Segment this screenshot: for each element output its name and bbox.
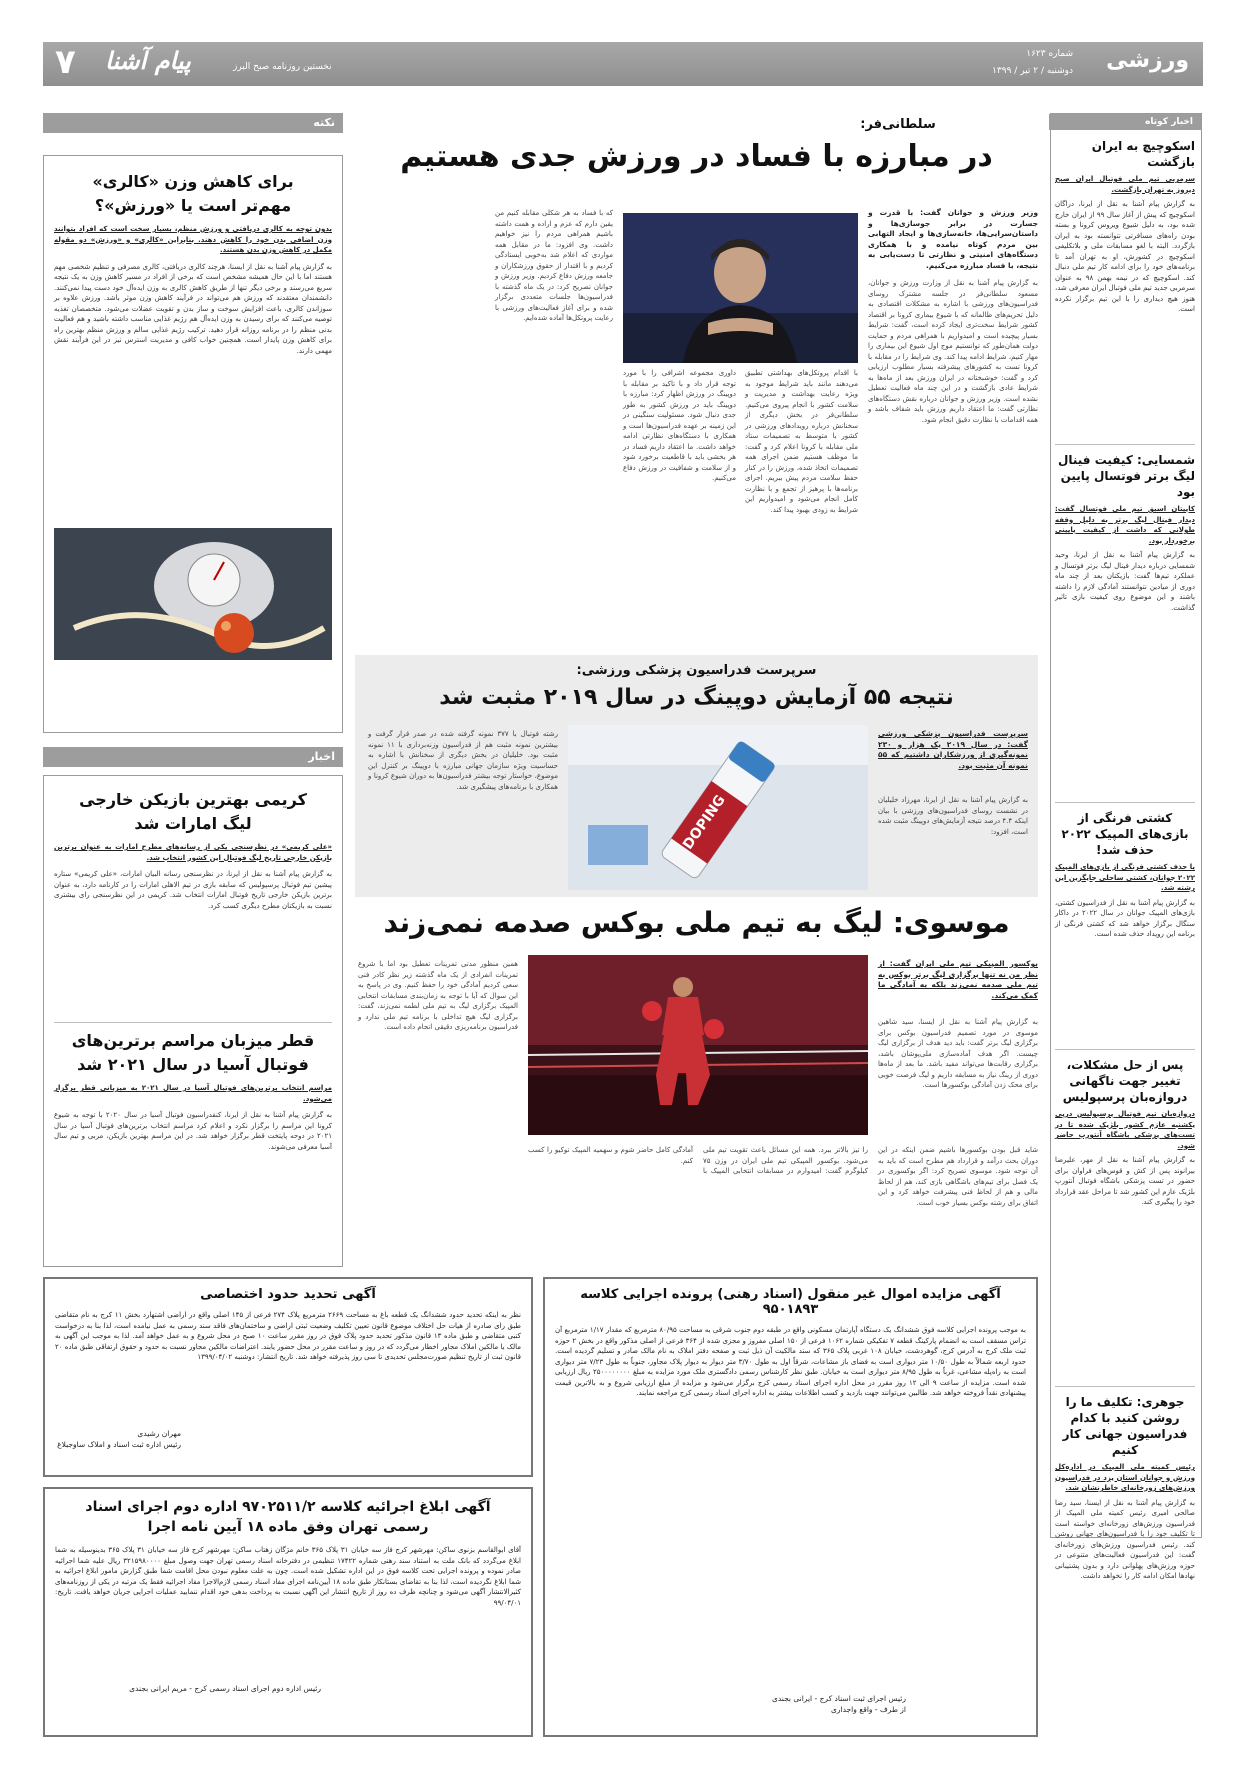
- sidebar-item-title: شمسایی: کیفیت فینال لیگ برتر فوتسال پایین بود: [1057, 453, 1195, 499]
- execution-ad-body: آقای ابوالقاسم بزنوی ساکن: مهرشهر کرج فاز سه خیابان ۳۱ پلاک ۳۶۵ خانم مژگان زهتاب ساکن: مهرشهر کرج فاز سه خیابان ۳۱ پلاک ۳۶۵ بدینوسیله به شما ابلاغ می‌گردد که بانک ملت به استناد سند رهنی شماره ۱۷۴۲۲ تنظیمی در دفترخانه اسناد رسمی تهران جهت وصول مبلغ ۳۲۱۵۹۸۰۰۰۰ ریال علیه شما اجرائیه صادر نموده و پرونده اجرایی تحت کلاسه فوق در این اداره تشکیل شده است. چون به علت معلوم نبودن محل اقامت شما طبق گزارش مامور ابلاغ اجرائیه به شما ابلاغ نگردیده است، لذا بنا به تقاضای بستانکار طبق ماده ۱۸ آیین‌نامه اجرای مفاد اسناد رسمی لازم‌الاجرا مفاد اجرائیه فقط یک مرتبه در یکی از روزنامه‌های کثیرالانتشار آگهی می‌شود و چنانچه ظرف ده روز از تاریخ انتشار این آگهی نسبت به پرداخت بدهی خود اقدام ننمایید عملیات اجرایی جریان خواهد یافت. تاریخ: ۹۹/۰۴/۰۱: [55, 1546, 521, 1607]
- execution-ad: [43, 1487, 533, 1737]
- svg-text:DOPING: DOPING: [680, 792, 729, 853]
- sidebar-item-lede: دروازه‌بان تیم فوتبال پرسپولیس درپی یکشنبه عازم کشور بلژیک شده تا در تست‌های پزشکی باشگاه آنتورپ حاضر شود.: [1055, 1110, 1195, 1150]
- boundaries-ad-signature-2: رئیس اداره ثبت اسناد و املاک ساوجبلاغ: [57, 1440, 181, 1449]
- sidebar-item-wrestling: [1055, 810, 1195, 1040]
- note-photo: [54, 528, 332, 660]
- news-lede: «علی کریمی» در نظرسنجی یکی از رسانه‌های مطرح امارات به عنوان برترین بازیکن خارجی تاریخ لیگ فوتبال این کشور انتخاب شد.: [54, 843, 332, 862]
- sidebar-item-title: پس از حل مشکلات، تغییر جهت ناگهانی دروازه‌بان پرسپولیس: [1062, 1058, 1188, 1104]
- news-headline: قطر میزبان مراسم برترین‌های فوتبال آسیا در سال ۲۰۲۱ شد: [71, 1031, 315, 1074]
- doping-story-lede: سرپرست فدراسیون پزشکی ورزشی گفت: در سال ۲۰۱۹ یک هزار و ۲۳۰ نمونه‌گیری از ورزشکاران داشتیم که ۵۵ نمونه آن مثبت بود.: [878, 729, 1028, 770]
- note-body: به گزارش پیام آشنا به نقل از ایسنا، هرچند کالری دریافتی، کالری مصرفی و تنظیم شخصی مهم هستند اما با این حال همیشه مشخص است که برخی از افراد در مسیر کاهش وزن به یک نتیجه سریع می‌رسند و برخی دیگر تنها از طریق کاهش کالری به وزن ایده‌آل خود دست پیدا نمی‌کنند. دانشمندان معتقدند که ورزش هم می‌تواند در فرآیند کاهش وزن موثر باشد. ورزش علاوه بر سوزاندن کالری، باعث افزایش سوخت و ساز بدن و تقویت عضلات می‌شود. متخصصان تغذیه توصیه می‌کنند که برای رسیدن به وزن ایده‌آل هم رژیم غذایی مناسب داشته باشید و هم فعالیت بدنی منظم را در برنامه روزانه قرار دهید. ترکیب رژیم غذایی سالم و ورزش منظم بهترین راه برای کاهش وزن پایدار است. همچنین خواب کافی و مدیریت استرس نیز در این فرآیند نقش مهمی دارند.: [54, 262, 332, 355]
- sidebar-item-title: کشتی فرنگی از بازی‌های المپیک ۲۰۲۲ حذف شد!: [1061, 811, 1189, 857]
- main-story-photo: [623, 213, 858, 363]
- boundaries-ad-signature-1: مهران رشیدی: [137, 1429, 181, 1438]
- boxing-story-col3: شاید قبل بودن بوکسورها باشیم ضمن اینکه در این دوران بحث درآمد و قرارداد هم مطرح است که باید به آن توجه شود. موسوی تصریح کرد: اگر بوکسوری در یک فصل برای تیم‌های باشگاهی بازی کند، هم از لحاظ مالی و هم از لحاظ فنی پیشرفت خواهد کرد و این اتفاق برای رشته بوکس بسیار خوب است.: [878, 1146, 1038, 1207]
- main-story-col1: به گزارش پیام آشنا به نقل از وزارت ورزش و جوانان، مسعود سلطانی‌فر در جلسه مشترک روسای فدراسیون‌های ورزشی با اشاره به مشکلات اقتصادی به دلیل تحریم‌های ظالمانه که با شیوع بیماری کرونا بر اقتصاد کشور شرایط سخت‌تری ایجاد کرده است، گفت: شرایط بسیار پیچیده است و امیدواریم با همراهی مردم و حمایت دولت همان‌طور که توانستیم موج اول شیوع این بیماری را مهار کنیم، شرایط ادامه پیدا کند. وی شرایط را در مقابله با کرونا تست به کشورهای پیشرفته بسیار مطلوب ارزیابی کرد و گفت: خوشبختانه در ایران ورزش بعد از ماه‌ها به شرایط عادی بازگشت و در این چند ماه فعالیت تعطیل نشده است. وزیر ورزش و جوانان درباره نقش دستگاه‌های نظارتی گفت: ما اعتقاد داریم ورزش باید شفاف باشد و همه اقدامات با نظارت دقیق انجام شود.: [868, 279, 1038, 424]
- doping-story-col2: رشته فوتبال با ۳۷۷ نمونه گرفته شده در صدر قرار گرفت و بیشترین نمونه مثبت هم از فدراسیون وزنه‌برداری با ۱۱ نمونه مثبت بود. خلیلیان در بخش دیگری از سخنانش با اشاره به حساسیت ویژه سازمان جهانی مبارزه با دوپینگ بر کنترل این موضوع، خواستار توجه بیشتر فدراسیون‌ها به دوران شیوع کرونا و همکاری با برنامه‌های پیشگیری شد.: [368, 730, 558, 791]
- boxer-photo-icon: [528, 955, 868, 1135]
- news-box: [43, 747, 343, 1267]
- auction-ad-body: به موجب پرونده اجرایی کلاسه فوق ششدانگ یک دستگاه آپارتمان مسکونی واقع در طبقه دوم جنوب شرقی به مساحت ۸۰/۹۵ مترمربع که مقدار ۱/۱۷ مترمربع آن تراس مسقف است به انضمام پارکینگ قطعه ۷ تفکیکی شماره ۱۰۶۲ فرعی از ۱۵۰ اصلی مفروز و مجزی شده از ۳۶۴ فرعی از اصلی مذکور واقع در بخش ۲ حوزه ثبت ملک کرج به آدرس کرج، گوهردشت، خیابان ۱۰۸ غربی پلاک ۳۶۵ که سند مالکیت آن ذیل ثبت و صفحه دفتر املاک به نام مالک صادر و تسلیم گردیده است. حدود اربعه شمالاً به طول ۱۰/۵۰ متر دیواری است به فضای باز مشاعات، شرقاً اول به طول ۳/۷۰ متر دیوار به دیوار پلاک مجاور، جنوباً به طول ۷/۲۳ متر دیواری است به راه‌پله مشاعی، غرباً به طول ۸/۹۵ متر دیواری است به خیابان. طبق نظر کارشناس رسمی دادگستری ملک مورد مزایده به مبلغ ۲۵۰۰۰۰۰۰۰۰ ریال ارزیابی شده است. مزایده از ساعت ۹ الی ۱۲ روز مقرر در محل اداره اجرای اسناد رسمی کرج برگزار می‌شود و مزایده از مبلغ ارزیابی شروع و به بالاترین قیمت پیشنهادی نقداً فروخته خواهد شد. طالبین می‌توانند جهت بازدید و کسب اطلاعات بیشتر به اداره اجرای اسناد رسمی کرج مراجعه نمایند.: [555, 1326, 1027, 1397]
- boxing-story-col4: را تیز بالاتر ببرد. همه این مسائل باعث تقویت تیم ملی می‌شود. بوکسور المپیکی تیم ملی ایران در وزن ۷۵ کیلوگرم گفت: امیدوارم در مسابقات انتخابی المپیک با آمادگی کامل حاضر شوم و سهمیه المپیک توکیو را کسب کنم.: [528, 1146, 868, 1175]
- news-body: به گزارش پیام آشنا به نقل از ایرنا، کنفدراسیون فوتبال آسیا در سال ۲۰۲۰ با توجه به شیوع کرونا این مراسم را برگزار نکرد و اعلام کرد مراسم انتخاب برترین‌های فوتبال آسیا در سال ۲۰۲۱ در دوحه پایتخت قطر برگزار خواهد شد. در این مراسم بهترین بازیکن، مربی و تیم سال آسیا معرفی می‌شوند.: [54, 1111, 332, 1151]
- sidebar-item-title: اسکوچیچ به ایران بازگشت: [1091, 139, 1195, 169]
- newspaper-logo: پیام آشنا: [105, 46, 191, 75]
- news-lede: مراسم انتخاب برترین‌های فوتبال آسیا در سال ۲۰۲۱ به میزبانی قطر برگزار می‌شود.: [54, 1084, 332, 1103]
- minister-photo-icon: [623, 213, 858, 363]
- main-story-kicker: سلطانی‌فر:: [860, 117, 936, 132]
- auction-ad: [543, 1277, 1038, 1737]
- sidebar-item-body: به گزارش پیام آشنا به نقل از ایرنا، دراگان اسکوچیچ که پیش از آغاز سال ۹۹ از ایران خارج شده بود، به دلیل شیوع ویروس کرونا و بسته بودن راه‌های مسافرتی نتوانسته بود به ایران بازگردد. البته با لغو مسابقات ملی و بلاتکلیفی اسکوچیچ در کشورش، او به تهران آمد تا برنامه‌های خود را برای ادامه کار تیم ملی دنبال کند. اسکوچیچ که در نیمه بهمن ۹۸ به عنوان سرمربی جدید تیم ملی فوتبال ایران معرفی شد، هنوز هیچ دیداری را با این تیم برگزار نکرده است.: [1055, 200, 1195, 313]
- boundaries-ad-body: نظر به اینکه تحدید حدود ششدانگ یک قطعه باغ به مساحت ۲۶۶۹ مترمربع پلاک ۲۷۴ فرعی از ۱۴۵ اصلی واقع در اراضی اشتهارد بخش ۱۱ کرج به نام متقاضی طبق رای صادره از هیات حل اختلاف موضوع قانون تعیین تکلیف وضعیت ثبتی اراضی و ساختمان‌های فاقد سند رسمی به عمل نیامده است، لذا بنا به درخواست کتبی متقاضی و طبق ماده ۱۳ قانون مذکور تحدید حدود پلاک فوق در روز مقرر ساعت ۱۰ صبح در محل شروع و به عمل خواهد آمد. لذا به موجب این آگهی به مالک یا مالکین املاک مجاور اخطار می‌گردد که در روز و ساعت مقرر در محل حضور یابند. اعتراضات مالکین مجاور نسبت به حدود و حقوق ارتفاقی طبق ماده ۲۰ قانون ثبت از تاریخ تنظیم صورت‌مجلس تحدیدی تا سی روز پذیرفته خواهد شد. تاریخ انتشار: دوشنبه ۱۳۹۹/۰۴/۰۲: [55, 1311, 521, 1361]
- execution-ad-signature: رئیس اداره دوم اجرای اسناد رسمی کرج - مریم ایرانی بجندی: [129, 1684, 321, 1693]
- sidebar-item-skocic: [1055, 138, 1195, 438]
- short-news-label: اخبار کوتاه: [1049, 114, 1201, 130]
- doping-sample-icon: [568, 725, 868, 890]
- news-headline: کریمی بهترین بازیکن خارجی لیگ امارات شد: [79, 790, 307, 833]
- main-story-col3: داوری مجموعه اشرافی را با مورد توجه قرار داد و با تاکید بر مقابله با دوپینگ در ورزش اظهار کرد: مبارزه با دوپینگ باید در ورزش کشور به طور جدی دنبال شود. مسئولیت سنگینی در این زمینه بر عهده فدراسیون‌ها است و همکاری با دستگاه‌های نظارتی ادامه خواهد داشت. ما اعتقاد داریم فساد در هر بخشی باید با قاطعیت برخورد شود و از سلامت و شفافیت در ورزش دفاع می‌کنیم.: [623, 369, 736, 482]
- page-number: ۷: [55, 42, 76, 82]
- doping-photo: [568, 725, 868, 890]
- auction-ad-title: آگهی مزایده اموال غیر منقول (اسناد رهنی) پرونده اجرایی کلاسه ۹۵۰۱۸۹۳: [580, 1287, 1001, 1317]
- boxing-story: [355, 905, 1038, 1265]
- execution-ad-title: آگهی ابلاغ اجرائیه کلاسه ۹۷۰۲۵۱۱/۲ اداره دوم اجرای اسناد رسمی تهران وفق ماده ۱۸ آیین نامه اجرا: [85, 1499, 491, 1535]
- sidebar-item-beiranvand: [1055, 1057, 1195, 1377]
- sidebar-item-body: به گزارش پیام آشنا به نقل از فدراسیون کشتی، بازی‌های المپیک جوانان در سال ۲۰۲۲ در داکار سنگال برگزار خواهد شد که کشتی فرنگی از برنامه این رویداد حذف شده است.: [1055, 898, 1195, 938]
- scale-apple-icon: [54, 528, 332, 660]
- sidebar-item-lede: کاپیتان اسبق تیم ملی فوتسال گفت: دیدار فینال لیگ برتر به دلیل وقفه طولانی که داشت از کیفیت پایینی برخوردار بود.: [1055, 505, 1195, 545]
- news-item-karimi: [54, 788, 332, 1018]
- note-headline: برای کاهش وزن «کالری» مهم‌تر است یا «ورزش»؟: [92, 172, 294, 215]
- sidebar-item-title: جوهری: تکلیف ما را روشن کنید با کدام فدراسیون جهانی کار کنیم: [1062, 1395, 1188, 1457]
- sidebar-item-shamsaei: [1055, 452, 1195, 792]
- boxing-story-col1: به گزارش پیام آشنا به نقل از ایسنا، سید شاهین موسوی در مورد تصمیم فدراسیون بوکس برای برگزاری لیگ برتر گفت: باید دید هدف از برگزاری لیگ چیست. اگر هدف آماده‌سازی ملی‌پوشان باشد، برگزاری رقابت‌ها می‌تواند مفید باشد. ما بعد از ماه‌ها دوری از رینگ نیاز به مسابقه داریم و لیگ فرصت خوبی برای محک زدن آمادگی بوکسورها است.: [878, 1018, 1038, 1089]
- boxing-story-col2: همین منظور مدتی تمرینات تعطیل بود اما با شروع تمرینات انفرادی از یک ماه گذشته زیر نظر کادر فنی سعی کردیم آمادگی خود را حفظ کنیم. وی در پاسخ به این سوال که آیا با توجه به زمان‌بندی مسابقات انتخابی المپیک برگزاری لیگ به تیم ملی لطمه نمی‌زند، گفت: برگزاری لیگ هیچ تداخلی با برنامه تیم ملی ندارد و فدراسیون برنامه‌ریزی دقیقی انجام داده است.: [358, 960, 518, 1031]
- doping-story-col1: به گزارش پیام آشنا به نقل از ایرنا، مهرزاد خلیلیان در نشست روسای فدراسیون‌های ورزشی با بیان اینکه ۴.۴ درصد نتیجه آزمایش‌های دوپینگ مثبت شده است، افزود:: [878, 796, 1028, 836]
- section-title: ورزشی: [1106, 48, 1189, 73]
- news-item-qatar: [54, 1029, 332, 1259]
- issue-number: شماره ۱۶۲۳: [1026, 49, 1073, 59]
- sidebar-item-lede: سرمربی تیم ملی فوتبال ایران صبح دیروز به تهران بازگشت.: [1055, 175, 1195, 194]
- doping-story-headline: نتیجه ۵۵ آزمایش دوپینگ در سال ۲۰۱۹ مثبت شد: [439, 685, 954, 710]
- main-story-col4: که با فساد به هر شکلی مقابله کنیم من یقین دارم که عزم و اراده و همت داشته باشیم همراهی مردم را نیز خواهیم داشت. وی افزود: ما در مقابل همه مواردی که اعلام شد به‌خوبی ایستادگی کردیم و با اقتدار از حقوق ورزشکاران و جامعه ورزش دفاع کردیم. وزیر ورزش و جوانان تصریح کرد: در یک ماه گذشته با فدراسیون‌ها جلسات متعددی برگزار شده و برای آغاز فعالیت‌های ورزشی با رعایت پروتکل‌ها آماده شده‌ایم.: [495, 209, 613, 322]
- main-story-lede: وزیر ورزش و جوانان گفت: با قدرت و جسارت در برابر جوسازی‌ها و داستان‌سرایی‌ها، خانه‌سازی‌ها و ایجاد التهابی بین مردم کوتاه نیامده و با همکاری دستگاه‌های امنیتی و نظارتی تا دست‌یابی به نتیجه، با فساد مبارزه می‌کنیم.: [868, 208, 1038, 270]
- masthead: [43, 42, 1203, 86]
- auction-ad-signature-1: رئیس اجرای ثبت اسناد کرج - ایرانی بجندی: [772, 1694, 906, 1703]
- sidebar-item-body: به گزارش پیام آشنا به نقل از ایرنا، وحید شمسایی درباره دیدار فینال لیگ برتر فوتسال و عملکرد تیم‌ها گفت: بازیکنان بعد از چند ماه دوری از میادین نتوانستند آمادگی لازم را داشته باشند و این موضوع روی کیفیت بازی تاثیر گذاشت.: [1055, 551, 1195, 612]
- boundaries-ad: [43, 1277, 533, 1477]
- doping-story: [355, 655, 1038, 897]
- sidebar-item-lede: رئیس کمیته ملی المپیک در اداره‌کل ورزش و جوانان استان یزد در فدراسیون ورزش‌های زورخانه‌ای خاطرنشان شد.: [1055, 1463, 1195, 1492]
- sidebar-item-johari: [1055, 1394, 1195, 1580]
- note-lede: بدون توجه به کالری دریافتی و ورزش منظم، بسیار سخت است که افراد بتوانند وزن اضافی بدن خود را کاهش دهند. بنابراین «کالری» و «ورزش» دو مقوله مکمل در کاهش وزن بدن هستند.: [54, 225, 332, 254]
- news-body: به گزارش پیام آشنا به نقل از ایرنا، در نظرسنجی رسانه البیان امارات، «علی کریمی» ستاره پیشین تیم فوتبال پرسپولیس که سابقه بازی در تیم الاهلی امارات را در کارنامه دارد، به عنوان برترین بازیکن خارجی تاریخ فوتبال امارات انتخاب شد. کریمی در این نظرسنجی رای بیشتری نسبت به بازیکنان مطرح دیگری کسب کرد.: [54, 870, 332, 910]
- issue-date: دوشنبه / ۲ تیر / ۱۳۹۹: [992, 66, 1073, 76]
- boxing-photo: [528, 955, 868, 1135]
- news-label: اخبار: [43, 747, 343, 767]
- boxing-story-headline: موسوی: لیگ به تیم ملی بوکس صدمه نمی‌زند: [383, 906, 1010, 939]
- main-story: [355, 113, 1038, 643]
- auction-ad-signature-2: از طرف - واقع واجداری: [831, 1705, 906, 1714]
- note-box: [43, 113, 343, 733]
- sidebar-item-body: به گزارش پیام آشنا به نقل از مهر، علیرضا بیرانوند پس از کش و قوس‌های فراوان برای حضور در تست پزشکی باشگاه فوتبال آنتورپ بلژیک عازم این کشور شد تا مراحل عقد قرارداد خود را پیگیری کند.: [1055, 1156, 1195, 1206]
- sidebar-item-body: به گزارش پیام آشنا به نقل از ایسنا، سید رضا صالحی امیری رئیس کمیته ملی المپیک از فدراسیون ورزش‌های زورخانه‌ای خواسته است تا تکلیف خود را با فدراسیون‌های جهانی روشن کند. رئیس فدراسیون ورزش‌های زورخانه‌ای گفت: این فدراسیون فعالیت‌های متنوعی در حوزه ورزش‌های پهلوانی دارد و بدون پشتیبانی نهادها امکان ادامه کار را نخواهد داشت.: [1055, 1498, 1195, 1580]
- note-label: نکته: [43, 113, 343, 133]
- doping-story-kicker: سرپرست فدراسیون پزشکی ورزشی:: [576, 663, 817, 678]
- main-story-col2: با اقدام پروتکل‌های بهداشتی تطبیق می‌دهند مانند باید شرایط موجود به ویژه رعایت بهداشت و مدیریت و سلامت کشور با انجام پیروی می‌کنیم. سلطانی‌فر در بخش دیگری از سخنانش درباره رویدادهای ورزشی در کشور با متوسط به تصمیمات ستاد ملی مقابله با کرونا اعلام کرد و گفت: ما موظف هستیم ضمن اجرای همه تصمیمات اتخاذ شده، ورزش را در کنار حفظ سلامت مردم پیش ببریم. اجرای برنامه‌ها با پرهیز از تجمع و با نظارت کامل انجام می‌شود و امیدواریم این شرایط به زودی بهبود پیدا کند.: [745, 369, 858, 514]
- main-story-headline: در مبارزه با فساد در ورزش جدی هستیم: [400, 139, 993, 174]
- short-news-sidebar: [1050, 113, 1202, 1580]
- newspaper-tagline: نخستین روزنامه صبح البرز: [233, 62, 332, 72]
- sidebar-item-lede: با حذف کشتی فرنگی از بازی‌های المپیک ۲۰۲۲ جوانان، کشتی ساحلی جایگزین این رشته شد.: [1055, 863, 1195, 892]
- boundaries-ad-title: آگهی تحدید حدود اختصاصی: [200, 1287, 376, 1302]
- boxing-story-lede: بوکسور المپیکی تیم ملی ایران گفت: از نظر من نه تنها برگزاری لیگ برتر بوکس به تیم ملی صدمه نمی‌زند بلکه به آمادگی ما کمک می‌کند.: [878, 959, 1038, 1000]
